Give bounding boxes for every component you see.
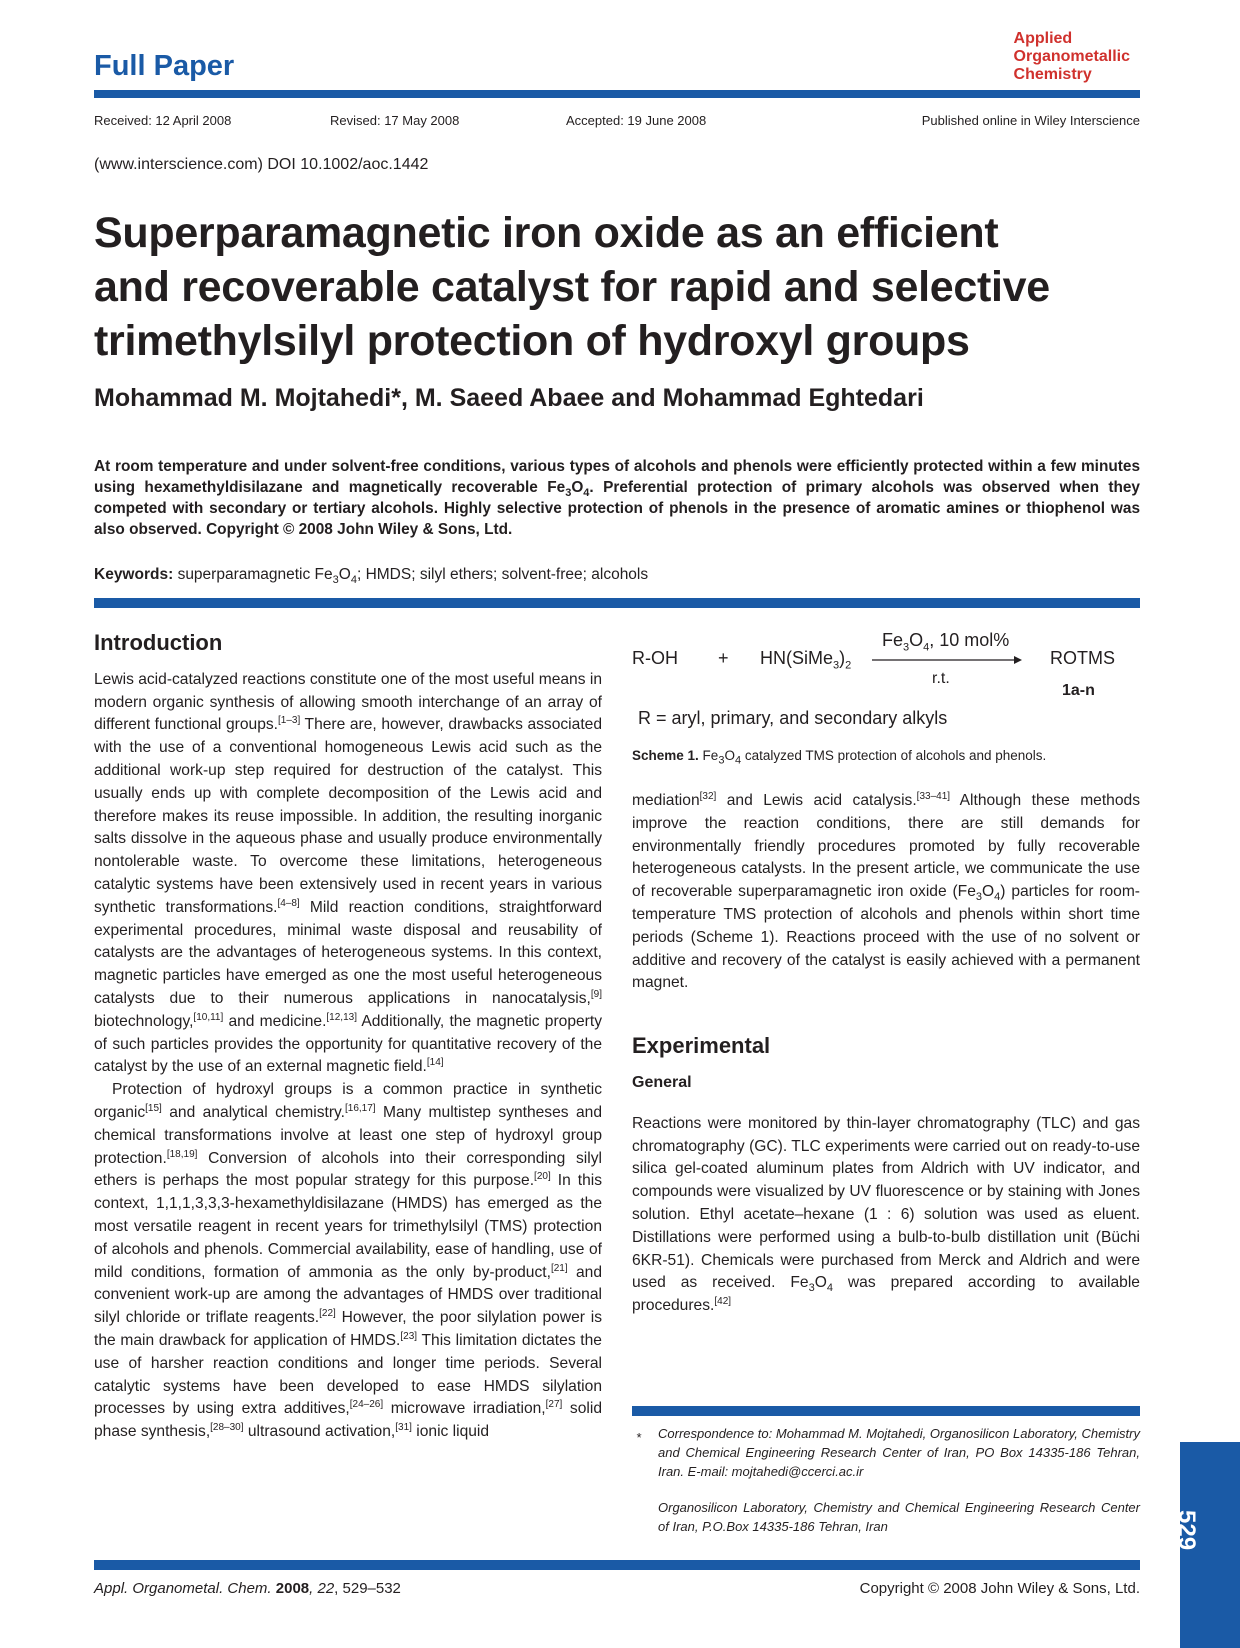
journal-logo [1014, 30, 1130, 84]
logo-line-3: Chemistry [1013, 66, 1092, 83]
scheme-product-label: 1a-n [1062, 682, 1095, 699]
general-heading: General [632, 1073, 692, 1091]
section-label: Full Paper [94, 50, 235, 82]
accepted-date: Accepted: 19 June 2008 [566, 113, 707, 128]
affiliation: Organosilicon Laboratory, Chemistry and Chemical Engineering Research Center of Iran, P.O.Box 14335-186 Tehran, Iran [658, 1500, 1140, 1534]
authors: Mohammad M. Mojtahedi*, M. Saeed Abaee and Mohammad Eghtedari [94, 384, 924, 412]
header-rule [94, 90, 1140, 98]
title-line: Superparamagnetic iron oxide as an efficient [94, 209, 999, 257]
logo-line-2: Organometallic [1013, 48, 1130, 65]
scheme-reactant: R-OH [632, 648, 678, 668]
journal-citation: Appl. Organometal. Chem. 2008, 22, 529–532 [94, 1580, 401, 1597]
correspondence-marker: * [636, 1430, 642, 1445]
reaction-arrow [872, 654, 1022, 666]
published-online: Published online in Wiley Interscience [921, 113, 1140, 128]
right-paragraph-1: mediation[32] and Lewis acid catalysis.[33–41] Although these methods improve the reaction conditions, there are still demands for environmentally friendly procedures promoted by fully recoverable heterogeneous catalysts. In the present article, we communicate the use of recoverable superparamagnetic iron oxide $(Fe_3O_4)$ particles for room-temperature TMS protection of alcohols and phenols within short time periods (Scheme 1). Reactions proceed with the use of no solvent or additive and recovery of the catalyst is easily achieved with a permanent magnet. [632, 790, 1141, 992]
revised-date: Revised: 17 May 2008 [330, 113, 460, 128]
experimental-heading: Experimental [632, 1033, 771, 1059]
doi: (www.interscience.com) DOI 10.1002/aoc.1442 [94, 156, 429, 173]
keywords: Keywords: superparamagnetic $Fe_3O_4$; HMDS; silyl ethers; solvent-free; alcohols [94, 566, 649, 587]
scheme-1 [632, 630, 1142, 736]
left-column [94, 632, 602, 1444]
abstract: At room temperature and under solvent-free conditions, various types of alcohols and phenols were efficiently protected within a few minutes using hexamethyldisilazane and magnetically recoverable $Fe_3O_4$. Preferential protection of primary alcohols was observed when they competed with secondary or tertiary alcohols. Highly selective protection of phenols in the presence of aromatic amines or thiophenol was also observed. Copyright © 2008 John Wiley & Sons, Ltd. [94, 458, 1140, 538]
right-paragraph-2: Reactions were monitored by thin-layer chromatography (TLC) and gas chromatography (GC). TLC experiments were carried out on ready-to-use silica gel-coated aluminum plates from Aldrich with UV indicator, and compounds were visualized by UV fluorescence or by staining with Jones solution. Ethyl acetate–hexane (1 : 6) solution was used as eluent. Distillations were performed using a bulb-to-bulb distillation unit (Büchi 6KR-51). Chemicals were purchased from Merck and Aldrich and were used as received. $Fe_3O_4$ was prepared according to available procedures.[42] [632, 1114, 1140, 1315]
scheme-condition-temp: r.t. [932, 670, 950, 687]
abstract-rule [94, 598, 1140, 608]
right-column [632, 790, 1140, 1318]
abstract-copyright: Copyright © 2008 John Wiley & Sons, Ltd. [206, 521, 513, 538]
intro-paragraph-2: Protection of hydroxyl groups is a common practice in synthetic organic[15] and analytical chemistry.[16,17] Many multistep syntheses and chemical transformations involve at least one step of hydroxyl group protection.[18,19] Conversion of alcohols into their corresponding silyl ethers is perhaps the most popular strategy for this purpose.[20] In this context, 1,1,1,3,3,3-hexamethyldisilazane (HMDS) has emerged as the most versatile reagent in recent years for trimethylsilyl (TMS) protection of alcohols and phenols. Commercial availability, ease of handling, use of mild conditions, formation of ammonia as the only by-product,[21] and convenient work-up are among the advantages of HMDS over traditional silyl chloride or triflate reagents.[22] However, the poor silylation power is the main drawback for application of HMDS.[23] This limitation dictates the use of harsher reaction conditions and longer time periods. Several catalytic systems have been developed to ease HMDS silylation processes by using extra additives,[24–26] microwave irradiation,[27] solid phase synthesis,[28–30] ultrasound activation,[31] ionic liquid [94, 1081, 603, 1441]
correspondence-rule [632, 1406, 1140, 1416]
correspondence: Correspondence to: Mohammad M. Mojtahedi, Organosilicon Laboratory, Chemistry and Chemical Engineering Research Center of Iran, PO Box 14335-186 Tehran, Iran. E-mail: mojtahedi@ccerci.ac.ir [658, 1426, 1140, 1479]
scheme-conditions: $Fe_3O_4$, 10 mol% [882, 630, 1010, 654]
received-date: Received: 12 April 2008 [94, 113, 232, 128]
footer-rule [94, 1560, 1140, 1570]
footer-copyright: Copyright © 2008 John Wiley & Sons, Ltd. [859, 1580, 1140, 1597]
intro-paragraph-1: Lewis acid-catalyzed reactions constitute one of the most useful means in modern organic synthesis of allowing smooth interchange of an array of different functional groups.[1–3] There are, however, drawbacks associated with the use of a conventional homogeneous Lewis acid such as the additional work-up step required for destruction of the catalyst. This usually ends up with complete decomposition of the Lewis acid and therefore makes its reuse impossible. In addition, the resulting inorganic salts dissolve in the aqueous phase and usually produce environmentally nontolerable waste. To overcome these limitations, heterogeneous catalytic systems have been extensively used in recent years in various synthetic transformations.[4–8] Mild reaction conditions, straightforward experimental procedures, minimal waste disposal and reusability of catalysts are the advantages of heterogeneous systems. In this context, magnetic particles have emerged as one the most useful heterogeneous catalysts due to their numerous applications in nanocatalysis,[9] biotechnology,[10,11] and medicine.[12,13] Additionally, the magnetic property of such particles provides the opportunity for quantitative recovery of the catalyst by the use of an external magnetic field.[14] [94, 670, 602, 1076]
scheme-reagent: $HN(SiMe_3)_2$ [760, 648, 852, 672]
scheme-product: ROTMS [1050, 648, 1115, 668]
title-line: trimethylsilyl protection of hydroxyl groups [94, 317, 970, 365]
scheme-plus: + [718, 648, 729, 668]
scheme-caption: Scheme 1. $Fe_3O_4$ catalyzed TMS protection of alcohols and phenols. [632, 748, 1047, 767]
scheme-r-definition: R = aryl, primary, and secondary alkyls [638, 708, 948, 728]
logo-line-1: Applied [1013, 30, 1073, 47]
page-number: 529 [1173, 1510, 1200, 1551]
title-line: and recoverable catalyst for rapid and selective [94, 263, 1050, 311]
paper-title [94, 206, 1144, 368]
introduction-heading: Introduction [94, 630, 223, 655]
